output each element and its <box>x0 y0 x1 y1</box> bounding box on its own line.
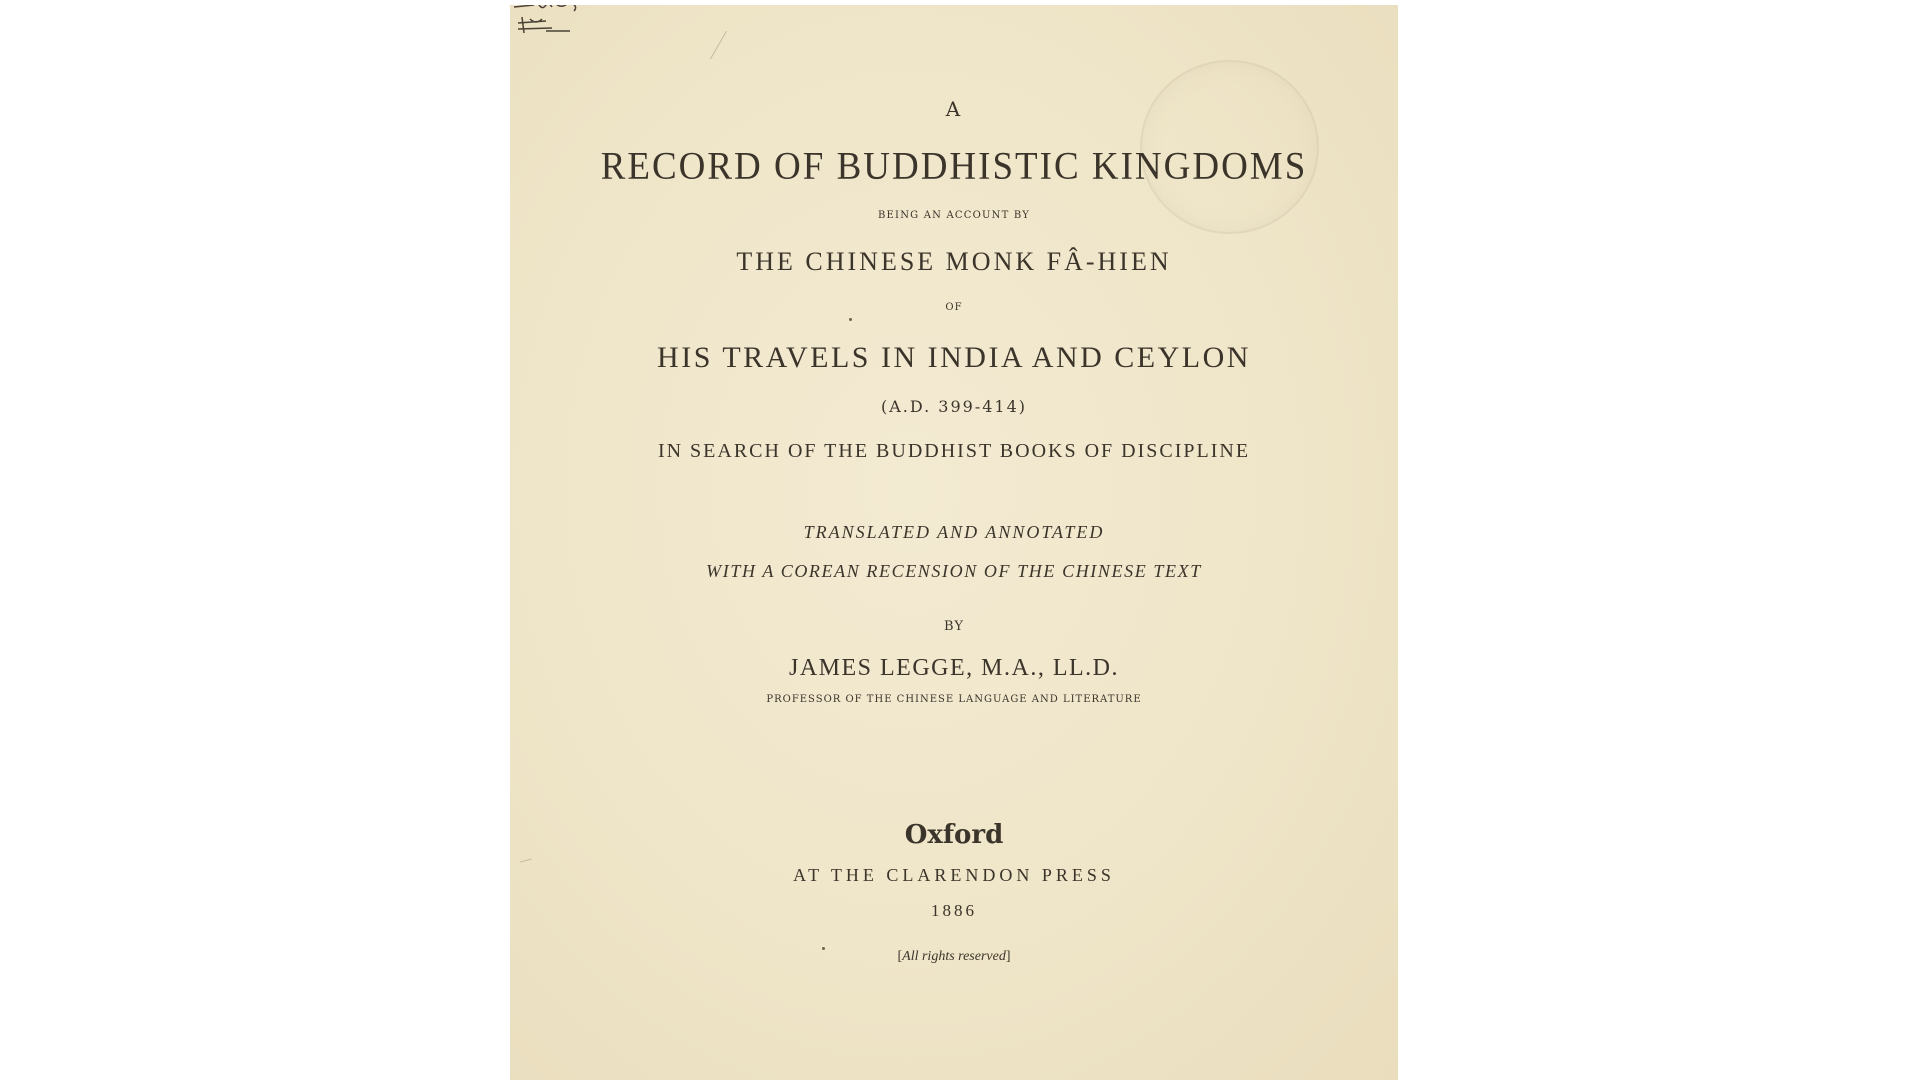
shelf-mark-icon <box>512 5 582 41</box>
by-line: BY <box>944 619 964 634</box>
paper-edge-mark <box>520 858 532 862</box>
author-position: PROFESSOR OF THE CHINESE LANGUAGE AND LITERATURE <box>766 694 1142 705</box>
publisher-press: AT THE CLARENDON PRESS <box>793 865 1115 885</box>
translated-line: TRANSLATED AND ANNOTATED <box>803 522 1105 542</box>
travels-line: HIS TRAVELS IN INDIA AND CEYLON <box>657 341 1251 374</box>
author-name: JAMES LEGGE, M.A., LL.D. <box>789 655 1119 681</box>
publisher-city: Oxford <box>904 820 1004 850</box>
being-account-line: BEING AN ACCOUNT BY <box>878 210 1030 221</box>
paper-scratch <box>710 31 727 59</box>
publication-year: 1886 <box>931 901 977 920</box>
book-title: RECORD OF BUDDHISTIC KINGDOMS <box>600 144 1308 189</box>
search-line: IN SEARCH OF THE BUDDHIST BOOKS OF DISCIPLINE <box>657 440 1251 462</box>
ink-speck <box>849 318 852 321</box>
article-a: A <box>945 97 963 121</box>
scanned-title-page <box>510 5 1398 1080</box>
rights-text: All rights reserved <box>902 949 1006 964</box>
corean-recension-line: WITH A COREAN RECENSION OF THE CHINESE TEXT <box>706 561 1202 581</box>
dates-line: (A.D. 399-414) <box>880 397 1028 416</box>
rights-close-bracket: ] <box>1005 949 1011 964</box>
of-line: OF <box>945 302 963 313</box>
rights-notice <box>510 949 1398 965</box>
monk-line: THE CHINESE MONK FÂ-HIEN <box>736 247 1172 276</box>
rights-open-bracket: [ <box>897 949 903 964</box>
